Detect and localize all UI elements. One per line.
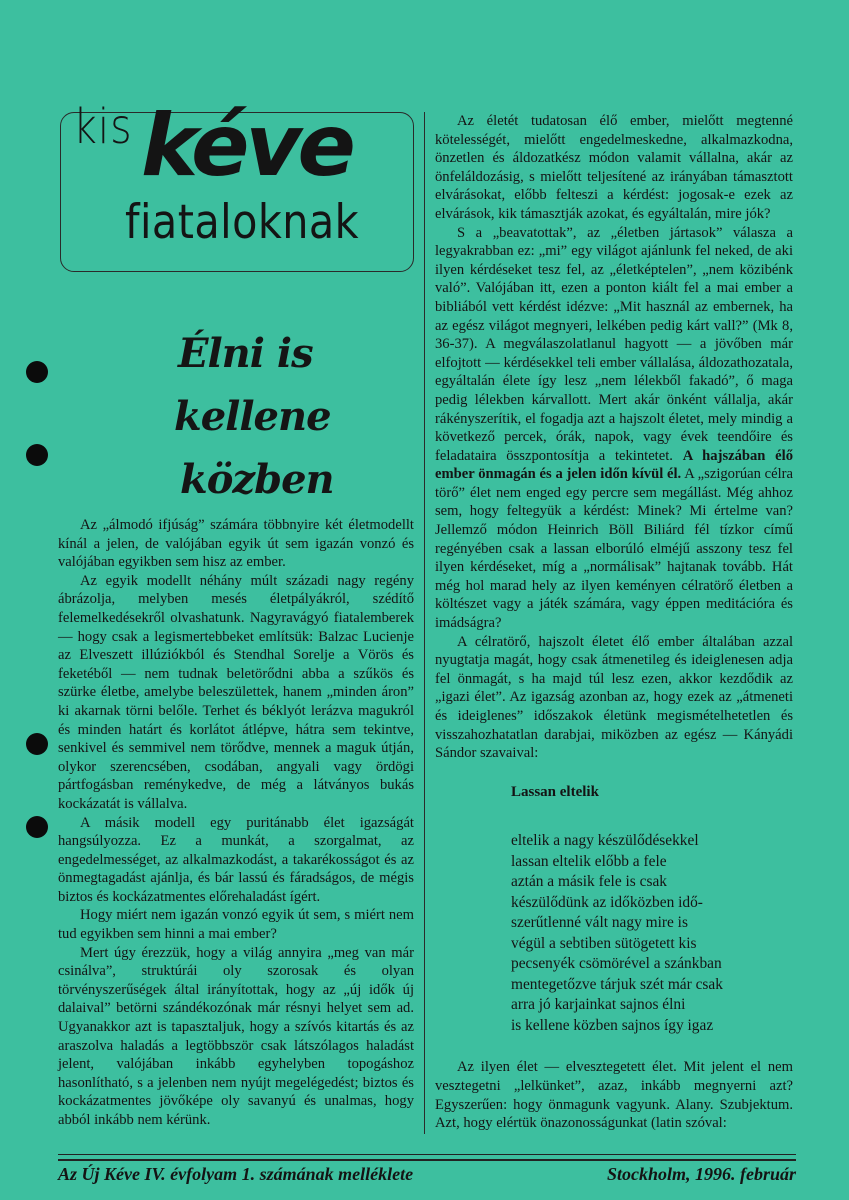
poem-line: lassan eltelik előbb a fele <box>511 852 667 870</box>
masthead-logo <box>60 96 414 272</box>
punch-hole <box>26 361 48 383</box>
poem-line: készülődünk az időközben idő- <box>511 893 703 911</box>
paragraph-text: S a „beavatottak”, az „életben jártasok” válasza a legyakrabban ez: „mi” egy világot ajánlunk fel neked, de aki ilyen kérdéseket tesz fel, az „életképtelen”, „nem közibénk való”. Valójában itt, ezen a ponton kiált fel a mai ember a bibliából vett kérdést idézve: „Mit használ az embernek, ha az egész világot megnyeri, lelkében pedig kárt vall?” (Mk 8, 36-37). A megválaszolatlanul hagyott — a jövőben már elfojtott — kérdésekkel teli ember vállalása, áldozathozatala, egyáltalán élete így lesz „nem lélekből fakadó”, ő maga pedig lélekben kárvallott. Mert akár önként vállalja, akár rákényszerítik, el fogadja azt a hajszolt életet, mely mindig a következő percek, órák, napok, vagy évek teendőire és feladataira összpontosítja a tekintetet. <box>435 224 793 464</box>
emphasis-sentence: A hajszában élő ember önmagán és a jelen időn kívül él. <box>435 447 793 483</box>
footer-publication: Az Új Kéve IV. évfolyam 1. számának melléklete <box>58 1164 414 1184</box>
paragraph: Mert úgy érezzük, hogy a világ annyira „meg van már csinálva”, struktúrái oly szorosak és olyan törvényszerűségek által irányítottak, hogy az „új idők új dalaival” betörni szándékozónak már résnyi helyet sem ad. Ugyanakkor azt is tapasztaljuk, hogy a szívós kitartás és az araszolva haladás a legtöbbször csak látszólagos haladást jelent, valójában inkább egyhelyben topogáshoz hasonlítható, s a jelenben nem nyújt megelégedést; biztos és kockázatmentes jövőképe oly savanyú és unalmas, hogy abból inkább nem kérünk. <box>58 944 414 1128</box>
footer-rule <box>58 1159 796 1161</box>
masthead-kis: kis <box>73 99 133 155</box>
punch-hole <box>26 816 48 838</box>
poem <box>511 831 793 1036</box>
paragraph: A célratörő, hajszolt életet élő ember általában azzal nyugtatja magát, hogy csak átmenetileg és ideiglenesen adja fel önmagát, s ha majd túl lesz ezen, akkor kezdődik az „igazi élet”. Az igazság azonban az, hogy ezek az „átmeneti és ideiglenes” időszakok életünk megismételhetetlen és visszahozhatatlan darabjai, miközben az egész — Kányádi Sándor szavaival: <box>435 633 793 762</box>
punch-hole <box>26 444 48 466</box>
punch-hole <box>26 733 48 755</box>
left-column <box>58 516 414 1130</box>
article-title-line3: közben <box>180 456 334 503</box>
article-title-line1: Élni is <box>178 330 313 377</box>
poem-line: pecsenyék csömörével a szánkban <box>511 955 722 973</box>
paragraph: Az egyik modellt néhány múlt századi nagy regény ábrázolja, melyben mesés életpályákról, szédítő felemelkedésekről olvashatunk. Nagyravágyó fiatalemberek — hogy csak a legismertebbeket említsük: Balzac Lucienje az Elveszett illúziókból és Stendhal Sorelje a Vörös és feketéből — nem tudnak beletörődni abba a szűkös és szürke életbe, amelybe beleszülettek, hanem „minden áron” ki akarnak törni belőle. Terhet és béklyót lerázva magukról és minden határt és korlátot átlépve, hátra sem tekintve, senkivel és semmivel nem törődve, mennek a maguk útján, olykor szerencsében, csodában, angyali vagy ördögi pártfogásban reménykedve, de még a látványos bukás kockázatát is vállalva. <box>58 572 414 812</box>
right-column <box>435 112 793 1133</box>
column-divider <box>424 112 425 1134</box>
poem-line: is kellene közben sajnos így igaz <box>511 1016 714 1034</box>
masthead-keve: kéve <box>141 96 352 196</box>
poem-line: arra jó karjainkat sajnos élni <box>511 996 686 1014</box>
poem-line: mentegetőzve tárjuk szét már csak <box>511 975 723 993</box>
paragraph <box>435 224 793 633</box>
poem-line: végül a sebtiben sütögetett kis <box>511 934 697 952</box>
footer-rule <box>58 1154 796 1155</box>
article-title-line2: kellene <box>174 393 331 440</box>
paragraph: A másik modell egy puritánabb élet igazságát hangsúlyozza. Ez a munkát, a szorgalmat, az engedelmességet, az alkalmazkodást, a takarékosságot és az önmegtagadást ajánlja, és bár lassú és fáradságos, de mégis biztos és kockázatmentes előrehaladást ígért. <box>58 814 414 905</box>
poem-title: Lassan eltelik <box>511 783 599 800</box>
paragraph-text: A „szigorúan célra törő” élet nem enged egy percre sem megállást. Még ahhoz sem, hogy feltegyük a kérdést: Minek? Mi értelme van? Jellemző módon Heinrich Böll Biliárd fél tízkor című regényében csak a lassan elborúló elméjű asszony tesz fel ilyen kérdéseket, míg a „normálisak” hajtanak tovább. Hát még hol marad hely az ilyen keményen célratörő életben a költészet vagy a játék számára, vagy éppen meditációra és imádságra? <box>435 466 794 632</box>
paragraph: Az életét tudatosan élő ember, mielőtt megtenné kötelességét, mielőtt engedelmeskedne, alkalmazkodna, önzetlen és áldozatkész módon valamit vállalna, akár az önfeláldozásig, s mielőtt teljesítené az irányában támasztott elvárásokat, előbb felteszi a kérdést: jogosak-e ezek az elvárások, kik támasztják azokat, és egyáltalán, mire jók? <box>435 113 793 222</box>
poem-line: aztán a másik fele is csak <box>511 873 667 891</box>
poem-line: eltelik a nagy készülődésekkel <box>511 832 699 850</box>
paragraph: Hogy miért nem igazán vonzó egyik út sem, s miért nem tud egyikben sem hinni a mai ember? <box>58 907 414 943</box>
poem-line: szerűtlenné vált nagy mire is <box>511 914 688 932</box>
footer-place-date: Stockholm, 1996. február <box>606 1164 796 1184</box>
paragraph: Az „álmodó ifjúság” számára többnyire két életmodellt kínál a jelen, de valójában egyik út sem igazán vonzó és valójában egyikben sem hisz az ember. <box>58 517 414 571</box>
masthead-fiataloknak: fiataloknak <box>125 195 360 250</box>
paragraph: Az ilyen élet — elvesztegetett élet. Mit jelent el nem vesztegetni „lelkünket”, azaz, inkább megnyerni azt? Egyszerűen: hogy önmagunk vagyunk. Alany. Szubjektum. Azt, hogy elértük önazonosságunkat (latin szóval: <box>435 1059 793 1132</box>
